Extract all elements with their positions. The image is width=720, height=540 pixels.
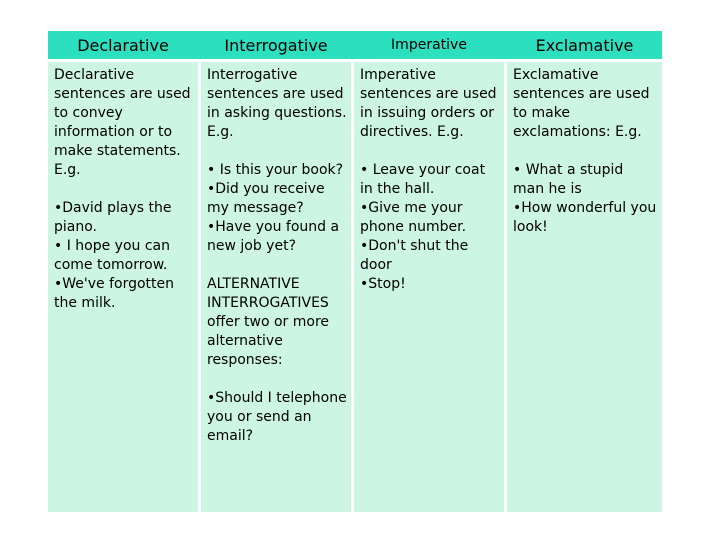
list-item: •Should I telephone you or send an email? <box>207 390 347 444</box>
imperative-description: Imperative sentences are used in issuing orders or directives. E.g. <box>360 67 497 140</box>
cell-exclamative <box>507 62 662 512</box>
declarative-description: Declarative sentences are used to convey information or to make statements. E.g. <box>54 67 191 178</box>
list-item: • What a stupid man he is <box>513 162 624 197</box>
list-item: •Did you receive my message? <box>207 181 325 216</box>
list-item: • I hope you can come tomorrow. <box>54 238 170 273</box>
header-imperative: Imperative <box>391 37 467 53</box>
declarative-examples <box>54 199 194 313</box>
table-header-row <box>48 31 662 59</box>
exclamative-examples <box>513 161 658 237</box>
header-interrogative: Interrogative <box>224 36 328 55</box>
list-item: •How wonderful you look! <box>513 200 657 235</box>
header-exclamative: Exclamative <box>535 36 634 55</box>
list-item: •Stop! <box>360 276 406 292</box>
list-item: •Give me your phone number. <box>360 200 467 235</box>
alternative-interrogatives-note: ALTERNATIVE INTERROGATIVES offer two or more alternative responses: <box>207 276 330 368</box>
list-item: •Have you found a new job yet? <box>207 219 340 254</box>
imperative-examples <box>360 161 500 294</box>
list-item: •Don't shut the door <box>360 238 469 273</box>
list-item: •We've forgotten the milk. <box>54 276 175 311</box>
cell-declarative <box>48 62 198 512</box>
header-declarative: Declarative <box>77 36 169 55</box>
list-item: • Leave your coat in the hall. <box>360 162 486 197</box>
interrogative-description: Interrogative sentences are used in asking questions. E.g. <box>207 67 347 140</box>
sentence-types-table <box>48 31 662 512</box>
list-item: •David plays the piano. <box>54 200 172 235</box>
alternative-interrogatives-examples <box>207 389 347 446</box>
interrogative-examples <box>207 161 347 256</box>
cell-interrogative <box>201 62 351 512</box>
list-item: • Is this your book? <box>207 162 344 178</box>
exclamative-description: Exclamative sentences are used to make exclamations: E.g. <box>513 67 650 140</box>
cell-imperative <box>354 62 504 512</box>
